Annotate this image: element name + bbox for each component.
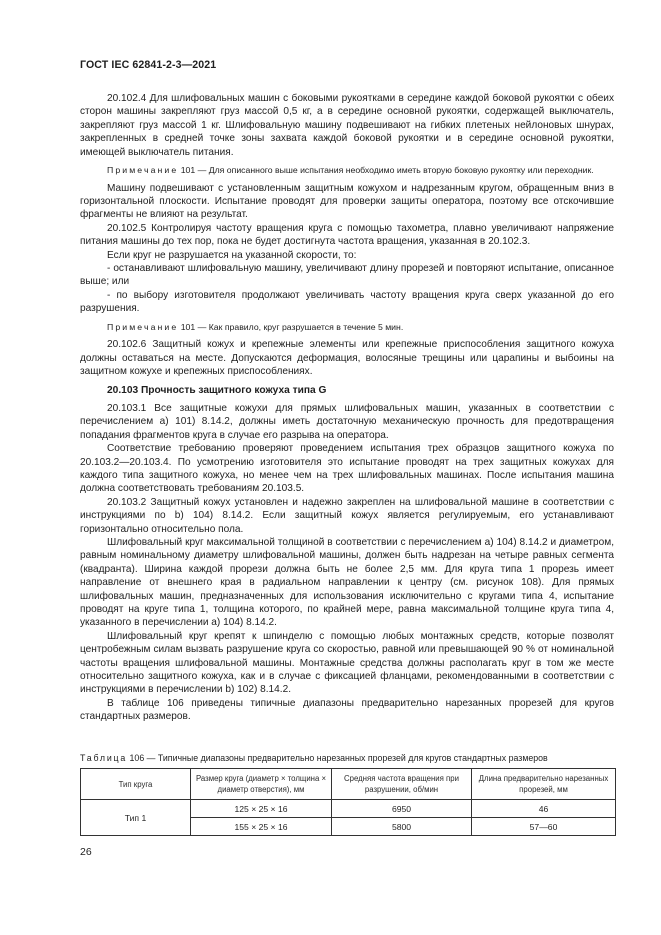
- table-cell: 57—60: [472, 818, 616, 836]
- table-106: [80, 768, 616, 836]
- table-cell: 6950: [332, 800, 472, 818]
- note-label: Примечание: [107, 165, 179, 176]
- paragraph: Машину подвешивают с установленным защитным кожухом и надрезанным кругом, обращенным вниз в горизонтальной плоскости. Испытание проводят для проверки защиты оператора, поэтому все отскочившие фрагменты не влияют на результат.: [80, 182, 614, 221]
- table-row: [81, 800, 616, 818]
- paragraph-20-103-2: 20.103.2 Защитный кожух установлен и надежно закреплен на шлифовальной машине в соответствии с инструкциями по b) 104) 8.14.2. Если защитный кожух является регулируемым, его устанавливают горизонтально относительно пола.: [80, 496, 614, 535]
- paragraph: Соответствие требованию проверяют проведением испытания трех образцов защитного кожуха по 20.103.2—20.103.4. По усмотрению изготовителя это испытание проводят на трех защитных кожухах для каждого типа защитного кожуха, но менее чем на трех шлифовальных машинах. После испытания машина должна соответствовать требованиям 20.103.5.: [80, 443, 614, 495]
- note-text: 101 — Как правило, круг разрушается в течение 5 мин.: [178, 321, 404, 332]
- paragraph: Шлифовальный круг максимальной толщиной в соответствии с перечислением а) 104) 8.14.2 и диаметром, равным номинальному диаметру шлифовальной машины, должен быть надрезан на четыре равных сегмента (квадранта). Ширина каждой прорези должна быть не более 2,5 мм. Для круга типа 1 прорезь имеет направление от внешнего края в радиальном направлении к центру (см. рисунок 108). Для прямых шлифовальных машин, предназначенных для использования исключительно с кругами типа 4, испытание проводят на круге типа 1, толщина которого, по крайней мере, равна максимальной толщине круга типа 4, указанного в перечислении а) 104) 8.14.2.: [80, 536, 614, 629]
- paragraph: Шлифовальный круг крепят к шпинделю с помощью любых монтажных средств, которые позволят центробежным силам вызвать разрушение круга со скоростью, равной или превышающей 90 % от номинальной частоты вращения шлифовальной машины. Монтажные средства должны располагать круг в том же месте относительно защитного кожуха, как и в случае с фиксацией фланцами, рекомендованными в соответствии с инструкциями в перечислении b) 102) 8.14.2.: [80, 630, 614, 696]
- table-cell: 125 × 25 × 16: [191, 800, 332, 818]
- table-caption-text: 106 — Типичные диапазоны предварительно нарезанных прорезей для кругов стандартных размеров: [127, 753, 548, 763]
- column-header: Средняя частота вращения при разрушении, об/мин: [332, 769, 472, 800]
- table-cell: 46: [472, 800, 616, 818]
- paragraph-20-102-4: 20.102.4 Для шлифовальных машин с боковыми рукоятками в середине каждой боковой рукоятки с обеих сторон машины закрепляют груз массой 0,5 кг, а в середине основной рукоятки, содержащей выключатель, закрепляют груз массой 1 кг. Шлифовальную машину подвешивают на гибких плетеных нейлоновых шнурах, закрепленных в средней точке зоны захвата каждой боковой рукоятки и в середине основной рукоятки, имеющей выключатель питания.: [80, 93, 614, 158]
- list-item: - останавливают шлифовальную машину, увеличивают длину прорезей и повторяют испытание, описанное выше; или: [80, 263, 614, 288]
- table-caption-label: Таблица: [80, 753, 128, 763]
- table-cell-wheel-type: Тип 1: [81, 800, 191, 836]
- paragraph-20-102-5: 20.102.5 Контролируя частоту вращения круга с помощью тахометра, плавно увеличивают напряжение питания машины до тех пор, пока не будет достигнута частота вращения, указанная в 20.102.3.: [80, 222, 614, 248]
- column-header: Длина предварительно нарезанных прорезей, мм: [472, 769, 616, 800]
- note-label: Примечание: [107, 321, 179, 332]
- list-item: - по выбору изготовителя продолжают увеличивать частоту вращения круга сверх указанной до его разрушения.: [80, 289, 614, 315]
- paragraph-20-102-6: 20.102.6 Защитный кожух и крепежные элементы или крепежные приспособления защитного кожуха должны оставаться на месте. Допускаются деформация, волосяные трещины или царапины и выбоины на защитном кожухе и крепежных приспособлениях.: [80, 339, 614, 378]
- column-header: Размер круга (диаметр × толщина × диаметр отверстия), мм: [191, 769, 332, 800]
- paragraph: Если круг не разрушается на указанной скорости, то:: [107, 249, 357, 261]
- table-header-row: [81, 769, 616, 800]
- note-text: 101 — Для описанного выше испытания необходимо иметь вторую боковую рукоятку или переходник.: [178, 165, 594, 176]
- paragraph-20-103-1: 20.103.1 Все защитные кожухи для прямых шлифовальных машин, указанных в соответствии с перечислением а) 101) 8.14.2, должны иметь достаточную механическую прочность для предотвращения попадания фрагментов круга в случае его разрыва на оператора.: [80, 402, 614, 441]
- table-cell: 5800: [332, 818, 472, 836]
- table-cell: 155 × 25 × 16: [191, 818, 332, 836]
- document-body: [80, 92, 614, 724]
- column-header: Тип круга: [81, 769, 191, 800]
- note-101-second: [80, 321, 614, 334]
- section-heading-20-103: 20.103 Прочность защитного кожуха типа G: [107, 384, 327, 396]
- document-header: ГОСТ IEC 62841-2-3—2021: [80, 59, 217, 71]
- page-number: 26: [80, 846, 92, 858]
- note-101-first: [80, 164, 614, 177]
- paragraph: В таблице 106 приведены типичные диапазоны предварительно нарезанных прорезей для кругов стандартных размеров.: [80, 697, 614, 723]
- table-caption: [80, 753, 640, 763]
